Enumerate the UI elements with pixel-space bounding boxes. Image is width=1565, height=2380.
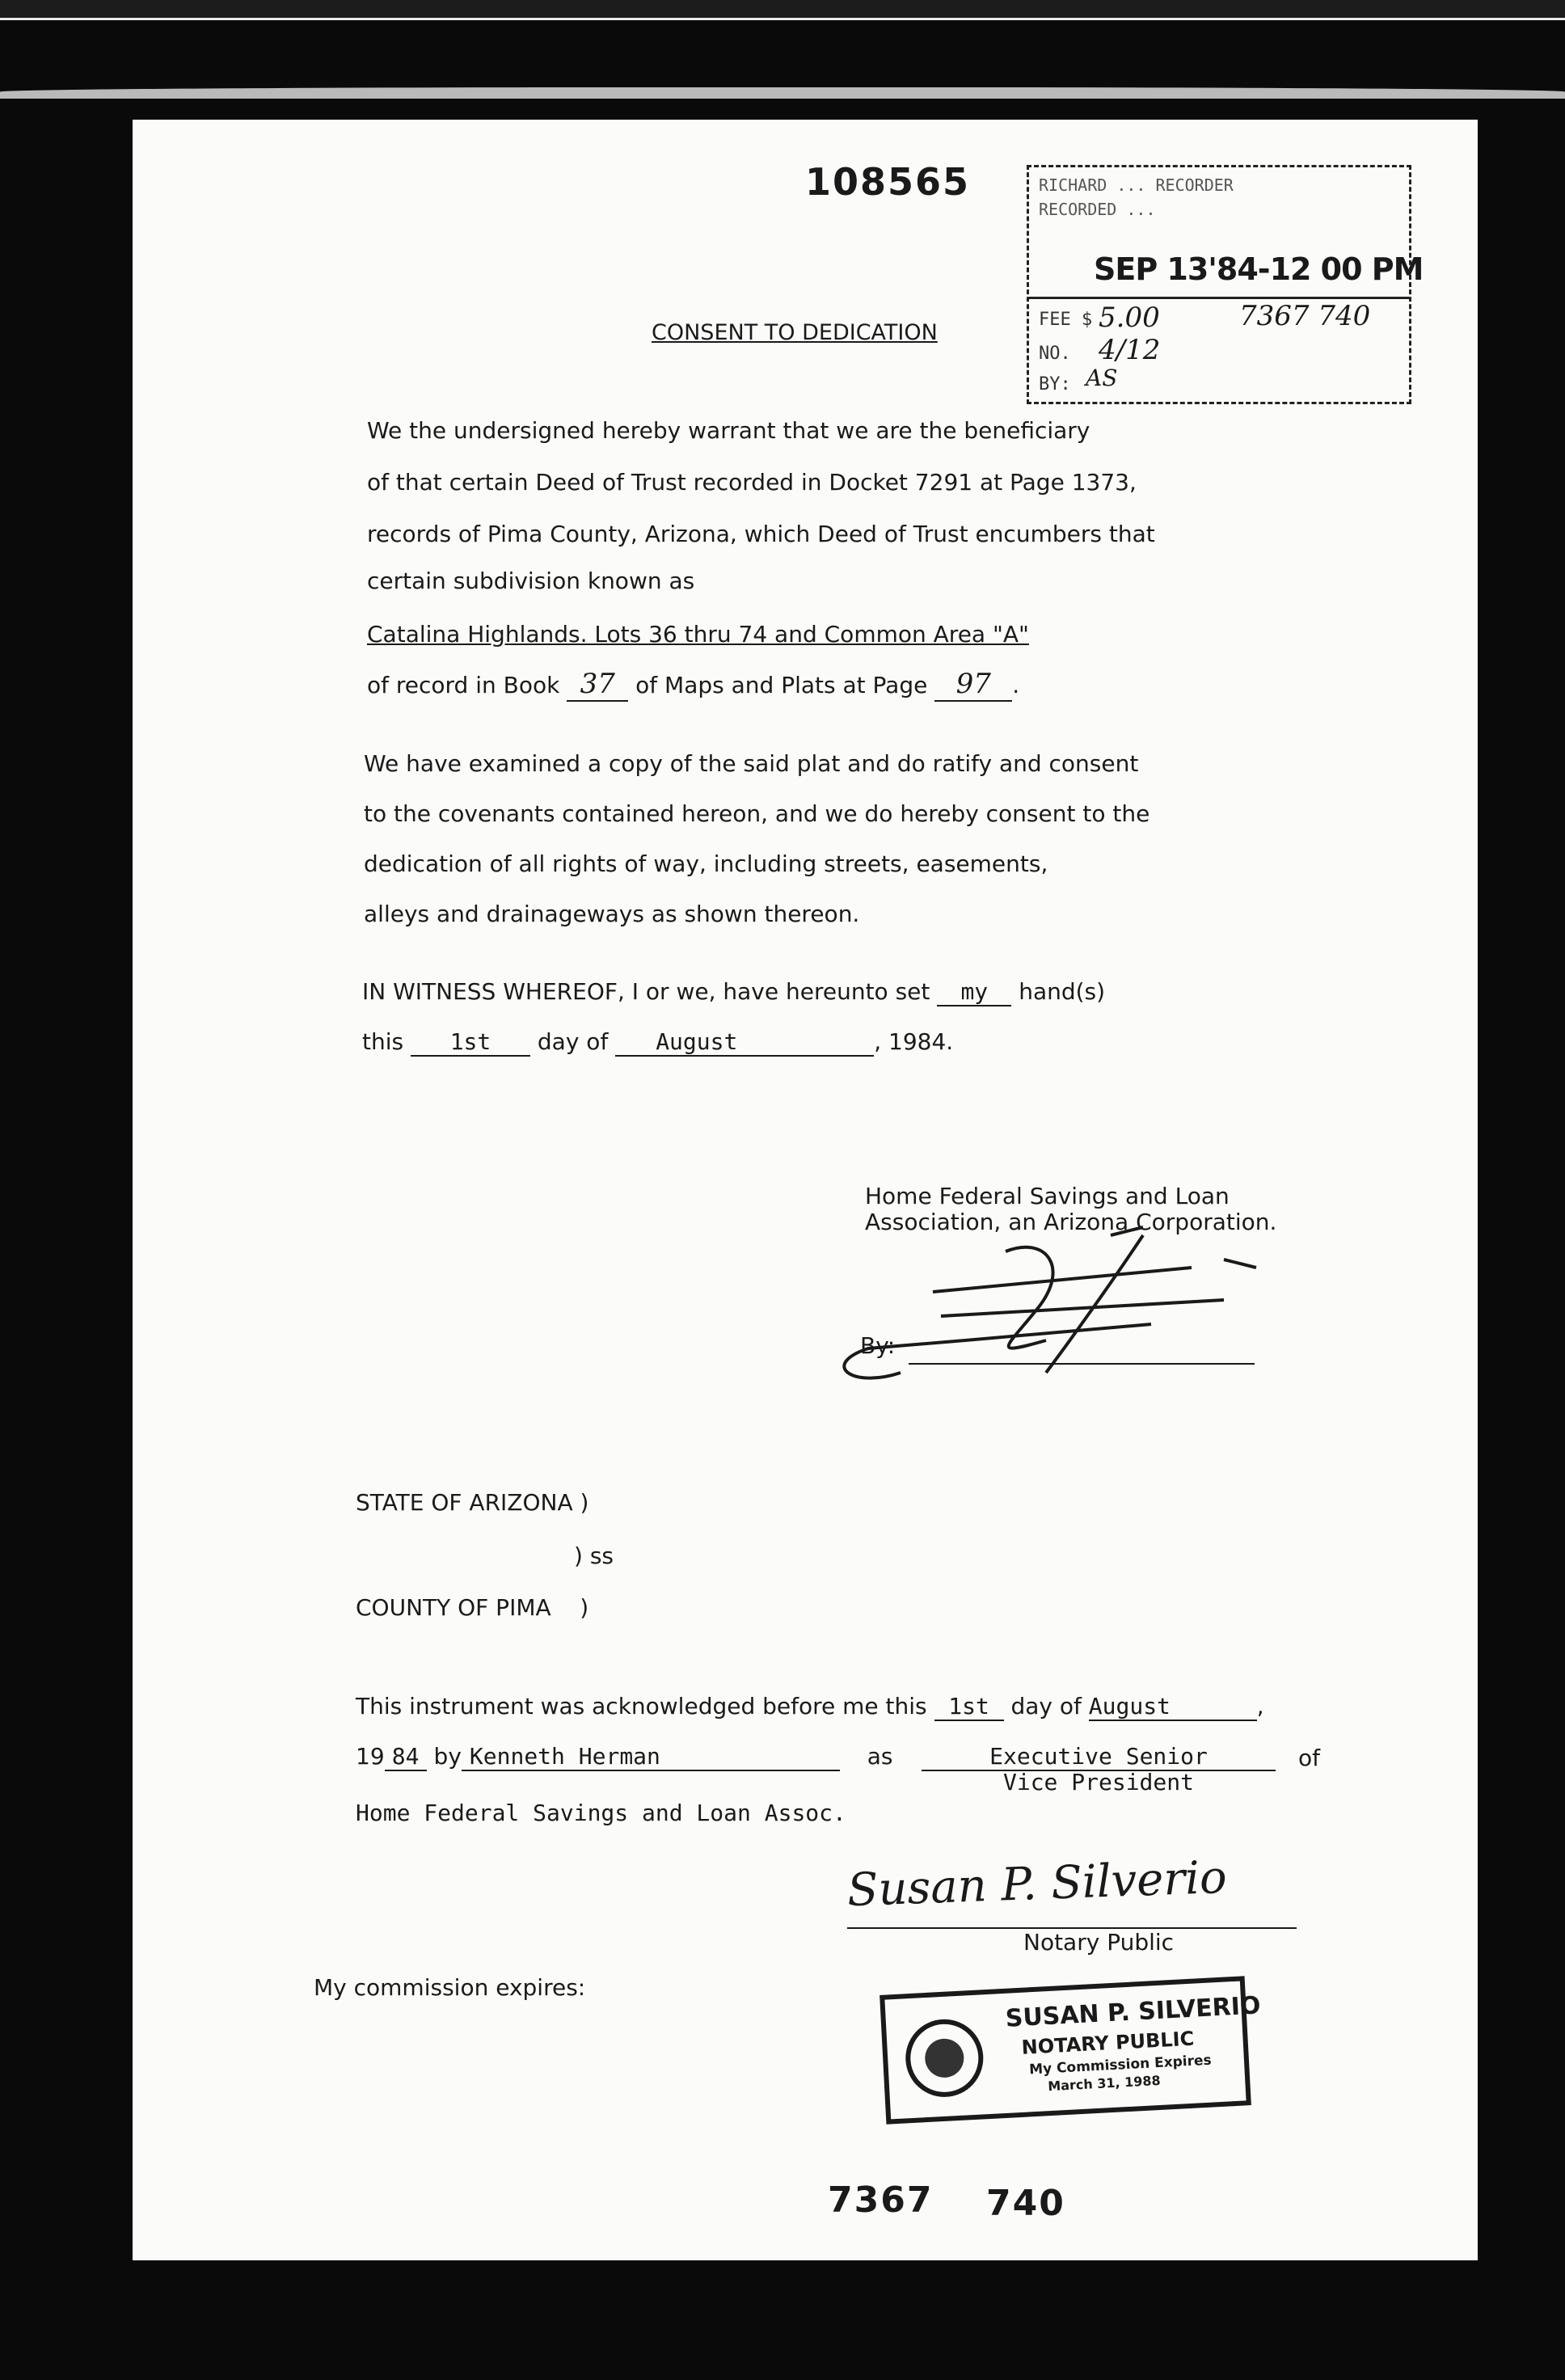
ack-organization: Home Federal Savings and Loan Assoc. <box>356 1800 846 1826</box>
stamp-fee-value: 5.00 <box>1099 302 1160 334</box>
ack-month: August <box>1089 1693 1257 1721</box>
scan-top-band <box>0 0 1565 20</box>
book-mid: of Maps and Plats at Page <box>635 672 928 698</box>
ack-person: Kenneth Herman <box>462 1743 840 1771</box>
stamp-datetime: SEP 13'84-12 00 PM <box>1094 251 1424 287</box>
stamp-field3-label: BY: <box>1039 374 1071 395</box>
witness-this: this <box>362 1028 404 1055</box>
witness-day: 1st <box>411 1028 530 1057</box>
para1-line1: We the undersigned hereby warrant that we are the beneficiary <box>367 417 1090 444</box>
corporate-signature-scrawl <box>804 1219 1305 1397</box>
commission-label: My commission expires: <box>314 1974 586 2001</box>
para1-line3: records of Pima County, Arizona, which Deed of Trust encumbers that <box>367 521 1155 547</box>
witness-day-of: day of <box>537 1028 609 1055</box>
ack-prefix: This instrument was acknowledged before me this <box>356 1693 927 1720</box>
venue-state: STATE OF ARIZONA ) <box>356 1489 589 1516</box>
book-number: 37 <box>567 668 628 702</box>
venue-county: COUNTY OF PIMA ) <box>356 1594 589 1621</box>
ack-year-suffix: 84 <box>385 1743 427 1771</box>
witness-suffix: hand(s) <box>1019 978 1106 1005</box>
stamp-field3-value: AS <box>1086 365 1118 391</box>
document-title: CONSENT TO DEDICATION <box>652 320 938 345</box>
para1-line6 <box>367 668 1019 702</box>
notary-stamp-title: NOTARY PUBLIC <box>1021 2027 1195 2059</box>
notary-seal <box>904 2017 985 2099</box>
recording-stamp <box>1027 165 1424 404</box>
ack-year-prefix: 19 <box>356 1743 385 1770</box>
para2-line2: to the covenants contained hereon, and we do hereby consent to the <box>364 800 1150 827</box>
venue-ss: ) ss <box>574 1542 614 1569</box>
ack-as: as <box>867 1743 893 1770</box>
book-prefix: of record in Book <box>367 672 560 698</box>
ack-of: of <box>1298 1745 1320 1771</box>
notary-stamp <box>880 1976 1262 2124</box>
by-label: By: <box>860 1332 896 1359</box>
witness-line1 <box>362 978 1105 1006</box>
subdivision-name: Catalina Highlands. Lots 36 thru 74 and Common Area "A" <box>367 621 1029 648</box>
notary-signature: Susan P. Silverio <box>846 1850 1228 1918</box>
witness-prefix: IN WITNESS WHEREOF, I or we, have hereunto set <box>362 978 930 1005</box>
witness-year: , 1984. <box>874 1028 954 1055</box>
ack-line1 <box>356 1693 1264 1721</box>
para2-line3: dedication of all rights of way, including streets, easements, <box>364 850 1048 877</box>
stamp-field2-value: 4/12 <box>1099 334 1161 366</box>
scan-page-edge <box>0 87 1565 99</box>
notary-stamp-name: SUSAN P. SILVERIO <box>1004 1991 1262 2033</box>
ack-day-of: day of <box>1010 1693 1082 1720</box>
ack-day: 1st <box>934 1693 1004 1721</box>
witness-month: August <box>615 1028 874 1057</box>
ack-comma: , <box>1256 1693 1264 1720</box>
ack-line2 <box>356 1743 892 1771</box>
stamp-divider <box>1029 297 1409 299</box>
stamp-field2-label: NO. <box>1039 344 1071 364</box>
notary-stamp-line3: My Commission Expires <box>1028 2052 1213 2078</box>
document-page <box>133 120 1478 2260</box>
para2-line4: alleys and drainageways as shown thereon. <box>364 901 860 927</box>
para2-line1: We have examined a copy of the said plat and do ratify and consent <box>364 750 1139 777</box>
stamp-docket-page: 7367 740 <box>1239 300 1371 332</box>
ack-title-line1: Executive Senior <box>922 1743 1276 1771</box>
bottom-page-number: 740 <box>986 2183 1065 2224</box>
witness-line2 <box>362 1028 953 1057</box>
corporate-signature-line <box>909 1363 1255 1365</box>
witness-pronoun: my <box>937 978 1011 1006</box>
stamp-fee-label: FEE $ <box>1039 310 1093 330</box>
para1-line4: certain subdivision known as <box>367 568 695 594</box>
document-number: 108565 <box>805 160 971 204</box>
notary-stamp-line4: March 31, 1988 <box>1047 2072 1162 2095</box>
bottom-docket-number: 7367 <box>828 2180 934 2221</box>
notary-label: Notary Public <box>1023 1929 1175 1956</box>
para1-line2: of that certain Deed of Trust recorded in Docket 7291 at Page 1373, <box>367 469 1137 496</box>
stamp-header-line1: RICHARD ... RECORDER <box>1039 175 1234 195</box>
ack-by: by <box>433 1743 462 1770</box>
signatory-organization: Home Federal Savings and Loan Association, an Arizona Corporation. <box>865 1183 1277 1235</box>
ack-title-line2: Vice President <box>1002 1769 1194 1796</box>
stamp-header-line2: RECORDED ... <box>1039 200 1156 219</box>
book-suffix: . <box>1012 672 1020 698</box>
page-number: 97 <box>934 668 1012 702</box>
